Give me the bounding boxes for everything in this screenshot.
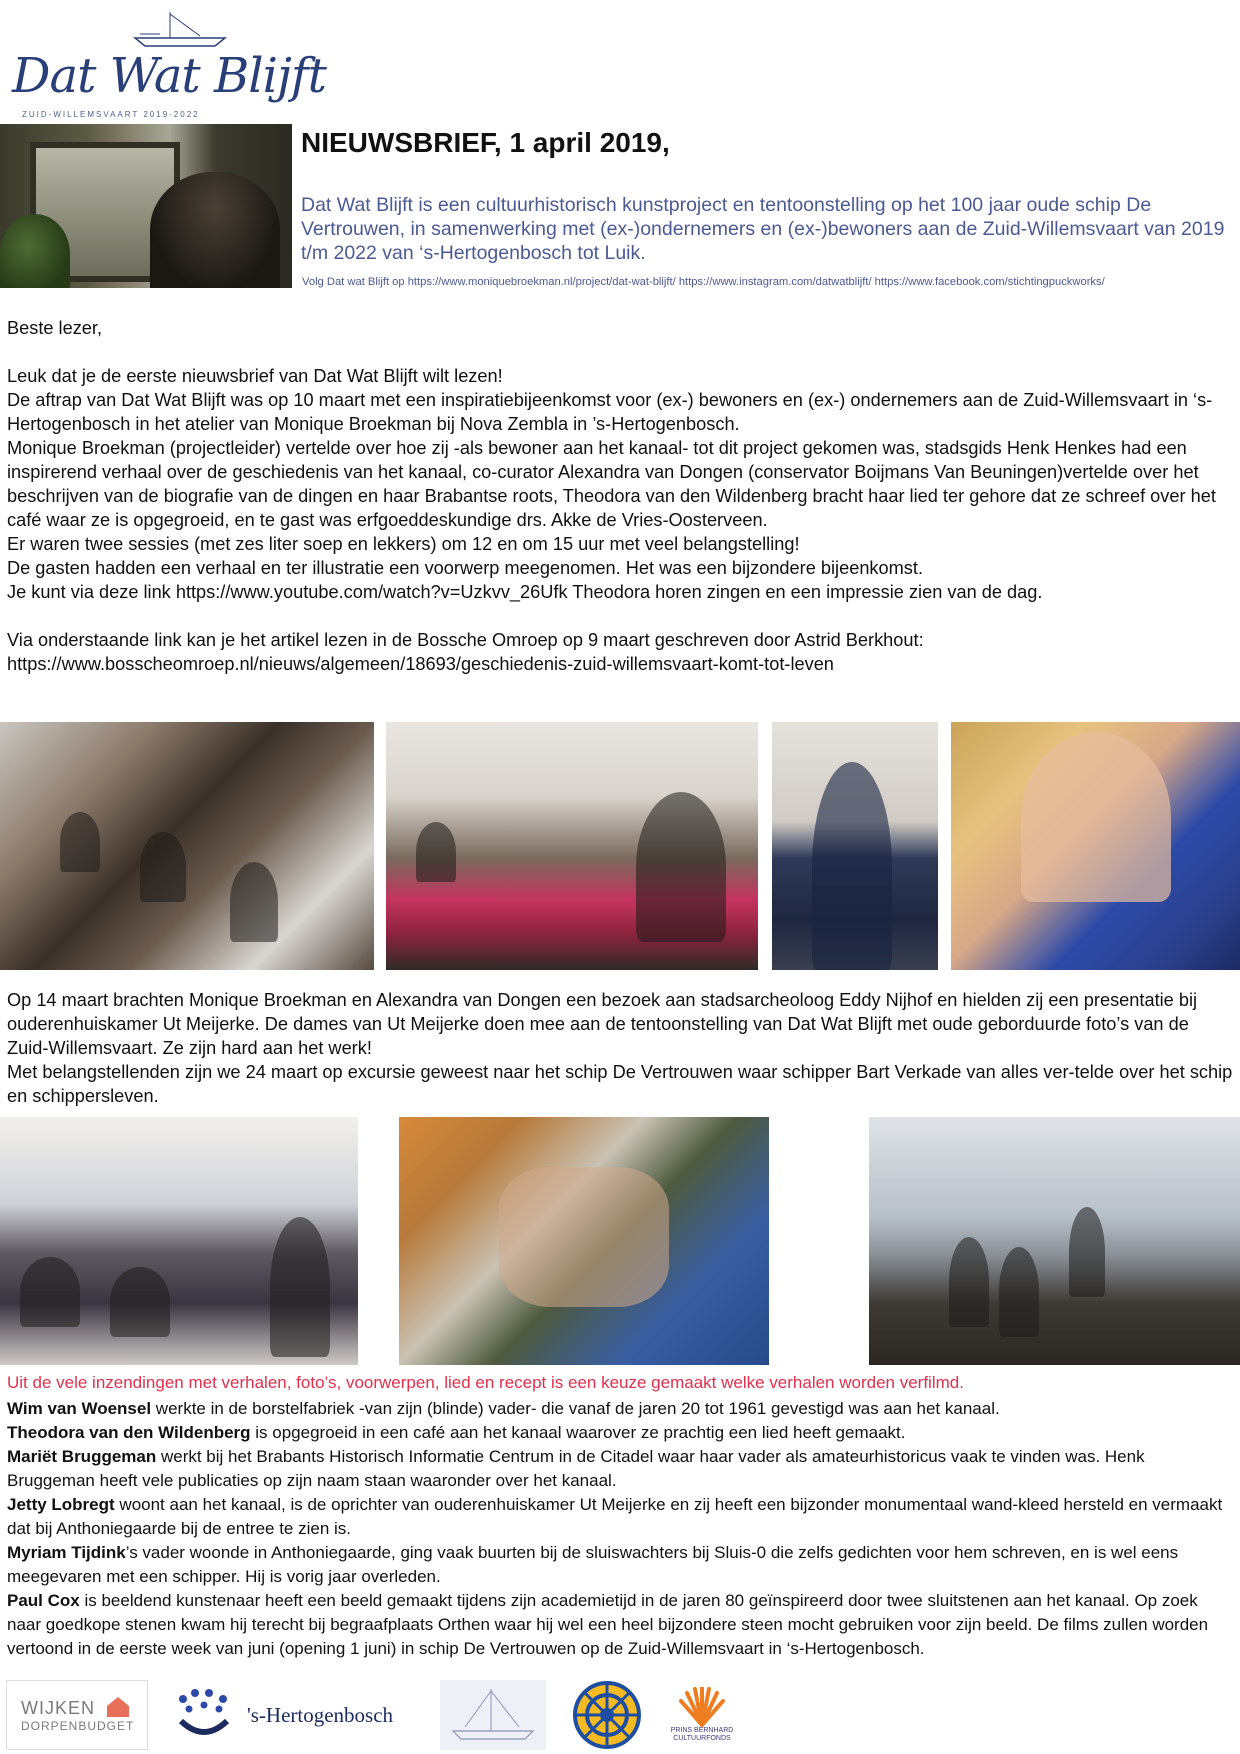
paragraph: Er waren twee sessies (met zes liter soep en lekkers) om 12 en om 15 uur met veel belangstelling!	[7, 534, 800, 554]
person-text: ’s vader woonde in Anthoniegaarde, ging vaak buurten bij de sluiswachters bij Sluis-0 die zelfs gedichten voor hem schreven, en is wel eens meegevaren met een schipper. Hij is vorig jaar overleden.	[7, 1543, 1179, 1586]
list-item	[7, 1493, 1233, 1541]
list-item	[7, 1541, 1233, 1589]
article-link[interactable]: https://www.bosscheomroep.nl/nieuws/algemeen/18693/geschiedenis-zuid-willemsvaart-komt-tot-leven	[7, 654, 834, 674]
person-text: is beeldend kunstenaar heeft een beeld gemaakt tijdens zijn academietijd in de jaren 80 geïnspireerd door twee sluitstenen aan het kanaal. Op zoek naar goedkope stenen kwam hij terecht bij begraafplaats Orthen waar hij wel een heel bijzondere steen mocht gebruiken voor zijn beeld. De films zullen worden vertoond in de eerste week van juni (opening 1 juni) in schip De Vertrouwen op de Zuid-Willemsvaart in ‘s-Hertogenbosch.	[7, 1591, 1209, 1658]
list-item	[7, 1421, 1233, 1445]
city-name: 's-Hertogenbosch	[246, 1702, 394, 1727]
body-section-2	[7, 988, 1233, 1108]
person-text: woont aan het kanaal, is de oprichter van ouderenhuiskamer Ut Meijerke en zij heeft een bijzonder monumentaal wand-kleed hersteld en vermaakt dat bij Anthoniegaarde bij de entree te zien is.	[7, 1495, 1223, 1538]
photo-ship-excursion	[869, 1117, 1240, 1365]
paragraph: Op 14 maart brachten Monique Broekman en Alexandra van Dongen een bezoek aan stadsarcheoloog Eddy Nijhof en hielden zij een presentatie bij ouderenhuiskamer Ut Meijerke. De dames van Ut Meijerke doen mee aan de tentoonstelling van Dat Wat Blijft met oude geborduurde foto’s van de Zuid-Willemsvaart. Ze zijn hard aan het werk!	[7, 990, 1198, 1058]
sponsor-rotary-logo	[570, 1680, 644, 1750]
person-text: werkte in de borstelfabriek -van zijn (blinde) vader- die vanaf de jaren 20 tot 1961 gevestigd was aan het kanaal.	[151, 1399, 1000, 1418]
logo	[0, 0, 326, 124]
paragraph: De aftrap van Dat Wat Blijft was op 10 maart met een inspiratiebijeenkomst voor (ex-) bewoners en (ex-) ondernemers aan de Zuid-Willemsvaart in ‘s-Hertogenbosch in het atelier van Monique Broekman bij Nova Zembla in ’s-Hertogenbosch.	[7, 390, 1213, 434]
rotary-wheel-icon	[571, 1679, 643, 1751]
bernhard-text: PRINS BERNHARD CULTUURFONDS	[670, 1727, 734, 1742]
hero-photo	[0, 124, 292, 288]
sponsor-bernhard-logo	[662, 1680, 742, 1750]
photo-session-guests	[386, 722, 758, 970]
person-name: Wim van Woensel	[7, 1399, 152, 1418]
photo-woman-smiling	[951, 722, 1240, 970]
crown-icon	[171, 1685, 237, 1745]
sponsor-wijken-line1: WIJKEN	[21, 1697, 96, 1718]
paragraph: De gasten hadden een verhaal en ter illustratie een voorwerp meegenomen. Het was een bijzondere bijeenkomst.	[7, 558, 923, 578]
sponsor-city-logo	[162, 1680, 402, 1750]
house-icon	[107, 1697, 129, 1717]
follow-links: Volg Dat wat Blijft op https://www.moniquebroekman.nl/project/dat-wat-blijft/ https://www.instagram.com/datwatblijft/ https://www.facebook.com/stichtingpuckworks/	[302, 276, 1105, 288]
list-item	[7, 1397, 1233, 1421]
paragraph: Je kunt via deze link https://www.youtube.com/watch?v=Uzkvv_26Ufk Theodora horen zingen en een impressie zien van de dag.	[7, 582, 1043, 602]
person-name: Paul Cox	[7, 1591, 80, 1610]
sunburst-icon	[677, 1687, 727, 1727]
films-list	[7, 1397, 1233, 1661]
greeting: Beste lezer,	[7, 318, 103, 338]
person-name: Mariët Bruggeman	[7, 1447, 157, 1466]
person-name: Jetty Lobregt	[7, 1495, 115, 1514]
sailboat-icon	[445, 1683, 541, 1747]
photo-man-with-brush	[772, 722, 938, 970]
paragraph: Via onderstaande link kan je het artikel lezen in de Bossche Omroep op 9 maart geschreven door Astrid Berkhout:	[7, 630, 924, 650]
paragraph: Met belangstellenden zijn we 24 maart op excursie geweest naar het schip De Vertrouwen waar schipper Bart Verkade van alles ver-telde over het schip en schippersleven.	[7, 1062, 1233, 1106]
newsletter-title: NIEUWSBRIEF, 1 april 2019,	[301, 127, 670, 158]
photo-embroidery-hands	[399, 1117, 769, 1365]
sponsor-wijken-line2: DORPENBUDGET	[21, 1718, 135, 1733]
logo-tagline: ZUID-WILLEMSVAART 2019-2022	[22, 110, 200, 119]
person-name: Theodora van den Wildenberg	[7, 1423, 251, 1442]
person-name: Myriam Tijdink	[7, 1543, 126, 1562]
photo-gathering-table	[0, 722, 374, 970]
paragraph: Leuk dat je de eerste nieuwsbrief van Dat Wat Blijft wilt lezen!	[7, 366, 503, 386]
logo-text: Dat Wat Blijft	[12, 48, 326, 104]
person-text: is opgegroeid in een café aan het kanaal waarover ze prachtig een lied heeft gemaakt.	[250, 1423, 906, 1442]
boat-icon	[130, 8, 230, 48]
sponsor-wijken-logo	[6, 1680, 148, 1750]
photo-meijerke-room	[0, 1117, 358, 1365]
intro-text: Dat Wat Blijft is een cultuurhistorisch kunstproject en tentoonstelling op het 100 jaar oude schip De Vertrouwen, in samenwerking met (ex-)ondernemers en (ex-)bewoners aan de Zuid-Willemsvaart van 2019 t/m 2022 van ‘s-Hertogenbosch tot Luik.	[301, 194, 1225, 264]
paragraph: Monique Broekman (projectleider) vertelde over hoe zij -als bewoner aan het kanaal- tot dit project gekomen was, stadsgids Henk Henkes had een inspirerend verhaal over de geschiedenis van het kanaal, co-curator Alexandra van Dongen (conservator Boijmans Van Beuningen)vertelde over het beschrijven van de biografie van de dingen en haar Brabantse roots, Theodora van den Wildenberg bracht haar lied ter gehore dat ze schreef over het café waar ze is opgegroeid, en te gast was erfgoeddeskundige drs. Akke de Vries-Oosterveen.	[7, 438, 1216, 530]
list-item	[7, 1589, 1233, 1661]
person-text: werkt bij het Brabants Historisch Informatie Centrum in de Citadel waar haar vader als amateurhistoricus vaak te vinden was. Henk Bruggeman heeft vele publicaties op zijn naam staan waaronder over het kanaal.	[7, 1447, 1145, 1490]
list-item	[7, 1445, 1233, 1493]
sponsor-ship-logo	[440, 1680, 546, 1750]
films-headline: Uit de vele inzendingen met verhalen, foto’s, voorwerpen, lied en recept is een keuze gemaakt welke verhalen worden verfilmd.	[7, 1373, 964, 1392]
body-section-1	[7, 316, 1233, 676]
